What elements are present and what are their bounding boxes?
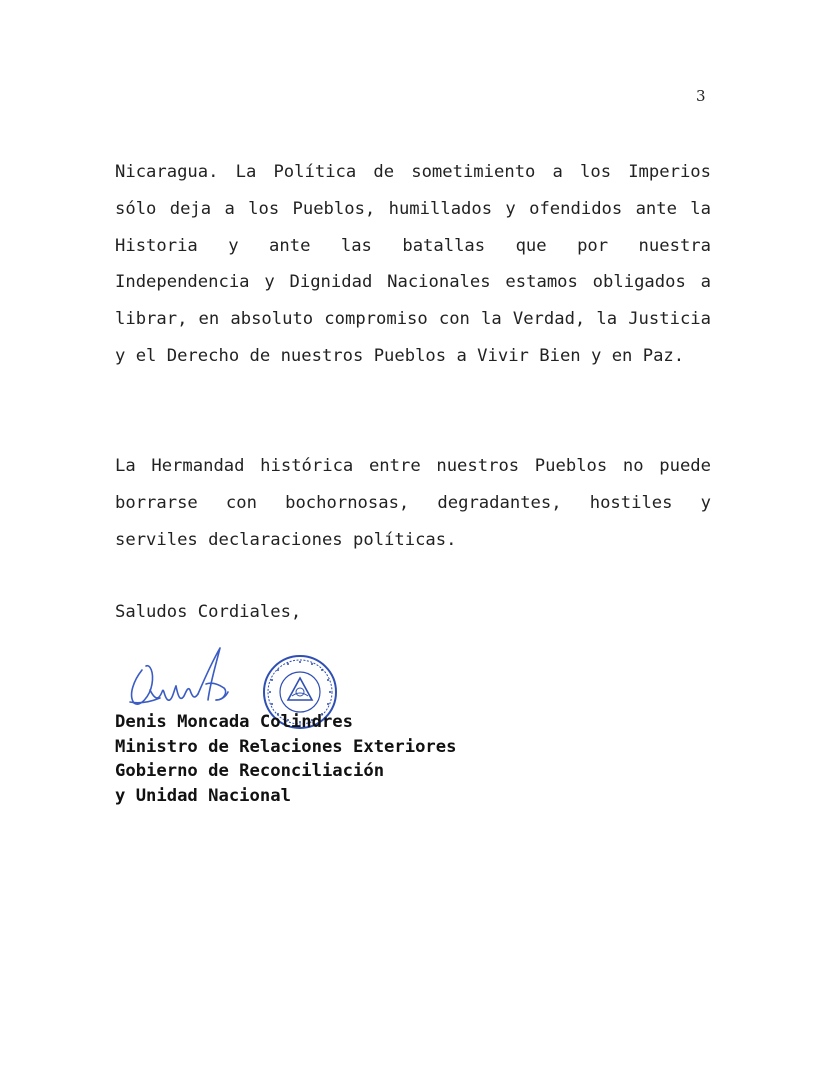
signatory-name: Denis Moncada Colindres <box>115 712 353 732</box>
government-line-2: y Unidad Nacional <box>115 785 291 806</box>
signature-block <box>115 710 456 808</box>
page-number: 3 <box>696 87 706 105</box>
paragraph-2: La Hermandad histórica entre nuestros Pueblos no puede borrarse con bochornosas, degradantes, hostiles y serviles declaraciones políticas. <box>115 456 711 550</box>
closing-salutation: Saludos Cordiales, <box>115 602 302 622</box>
government-line-1: Gobierno de Reconciliación <box>115 761 385 782</box>
signature-drawing <box>120 640 240 715</box>
signatory-title: Ministro de Relaciones Exteriores <box>115 736 457 757</box>
paragraph-1: Nicaragua. La Política de sometimiento a los Imperios sólo deja a los Pueblos, humillados y ofendidos ante la Historia y ante las batallas que por nuestra Independencia y Dignidad Nacionales estamos obligados a librar, en absoluto compromiso con la Verdad, la Justicia y el Derecho de nuestros Pueblos a Vivir Bien y en Paz. <box>115 162 711 366</box>
handwritten-signature <box>120 640 240 715</box>
